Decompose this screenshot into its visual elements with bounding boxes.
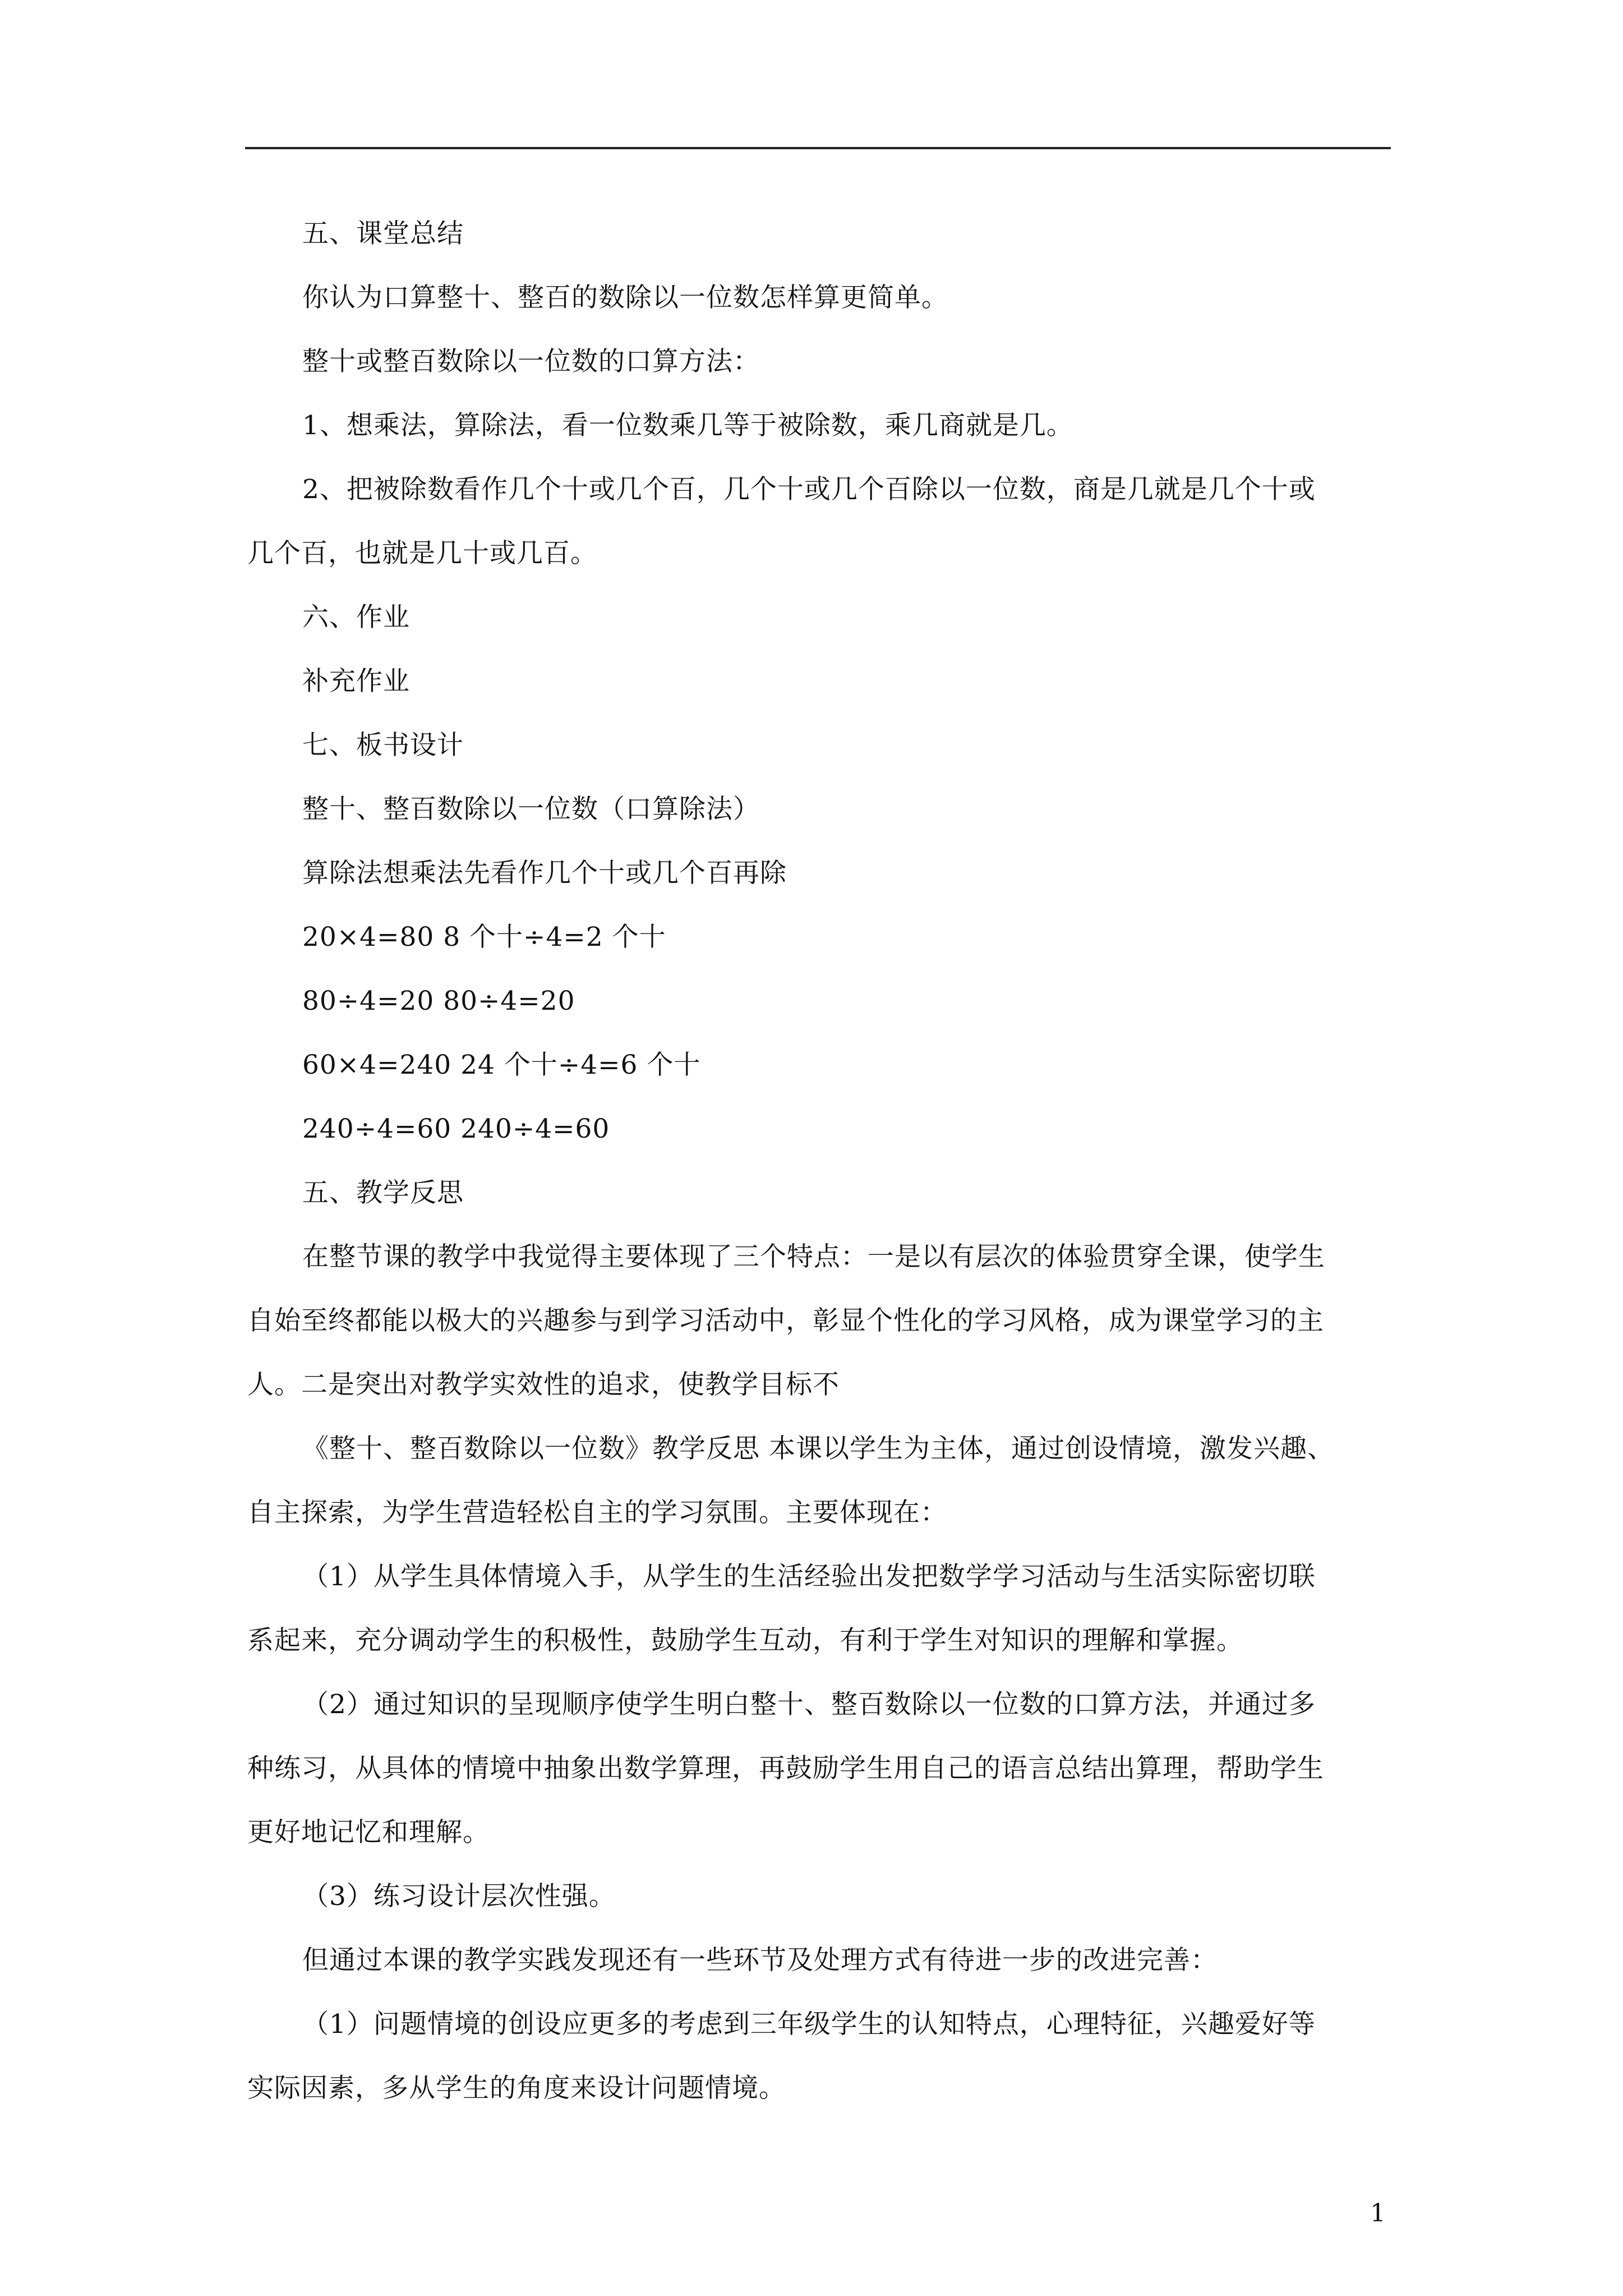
- list-item-continuation: 几个百，也就是几十或几百。: [247, 538, 597, 569]
- section-heading-summary: 五、课堂总结: [302, 218, 464, 249]
- paragraph-line: 人。二是突出对教学实效性的追求，使教学目标不: [247, 1369, 840, 1400]
- page-number: 1: [1370, 2199, 1386, 2228]
- board-line: 算除法想乘法先看作几个十或几个百再除: [302, 858, 787, 889]
- numbered-point: （1）从学生具体情境入手，从学生的生活经验出发把数学学习活动与生活实际密切联: [302, 1561, 1316, 1592]
- document-body: [247, 202, 1389, 2120]
- section-heading-reflection: 五、教学反思: [302, 1177, 464, 1208]
- paragraph-line: 种练习，从具体的情境中抽象出数学算理，再鼓励学生用自己的语言总结出算理，帮助学生: [247, 1753, 1324, 1784]
- section-heading-board-design: 七、板书设计: [302, 730, 464, 761]
- header-rule: [245, 147, 1391, 149]
- paragraph-line: 你认为口算整十、整百的数除以一位数怎样算更简单。: [302, 282, 948, 313]
- list-item: 2、把被除数看作几个十或几个百，几个十或几个百除以一位数，商是几就是几个十或: [302, 474, 1316, 505]
- paragraph-line: 自主探索，为学生营造轻松自主的学习氛围。主要体现在：: [247, 1497, 947, 1528]
- paragraph-line: 补充作业: [302, 666, 410, 697]
- equation-line: 20×4=80 8 个十÷4=2 个十: [302, 922, 666, 953]
- list-item: 1、想乘法，算除法，看一位数乘几等于被除数，乘几商就是几。: [302, 410, 1073, 441]
- board-title: 整十、整百数除以一位数（口算除法）: [302, 794, 760, 825]
- paragraph-line: 整十或整百数除以一位数的口算方法：: [302, 346, 760, 377]
- paragraph-line: 自始至终都能以极大的兴趣参与到学习活动中，彰显个性化的学习风格，成为课堂学习的主: [247, 1305, 1324, 1336]
- section-heading-homework: 六、作业: [302, 602, 410, 633]
- paragraph-line: 《整十、整百数除以一位数》教学反思 本课以学生为主体，通过创设情境，激发兴趣、: [302, 1433, 1334, 1464]
- equation-line: 240÷4=60 240÷4=60: [302, 1114, 610, 1144]
- equation-line: 60×4=240 24 个十÷4=6 个十: [302, 1050, 701, 1080]
- numbered-point: （2）通过知识的呈现顺序使学生明白整十、整百数除以一位数的口算方法，并通过多: [302, 1689, 1316, 1720]
- paragraph-line: 更好地记忆和理解。: [247, 1817, 490, 1848]
- equation-line: 80÷4=20 80÷4=20: [302, 986, 575, 1016]
- numbered-point: （1）问题情境的创设应更多的考虑到三年级学生的认知特点，心理特征，兴趣爱好等: [302, 2009, 1316, 2040]
- paragraph-line: 系起来，充分调动学生的积极性，鼓励学生互动，有利于学生对知识的理解和掌握。: [247, 1625, 1243, 1656]
- paragraph-line: 但通过本课的教学实践发现还有一些环节及处理方式有待进一步的改进完善：: [302, 1945, 1218, 1976]
- paragraph-line: 在整节课的教学中我觉得主要体现了三个特点：一是以有层次的体验贯穿全课，使学生: [302, 1241, 1325, 1272]
- paragraph-line: 实际因素，多从学生的角度来设计问题情境。: [247, 2073, 786, 2104]
- numbered-point: （3）练习设计层次性强。: [302, 1881, 616, 1912]
